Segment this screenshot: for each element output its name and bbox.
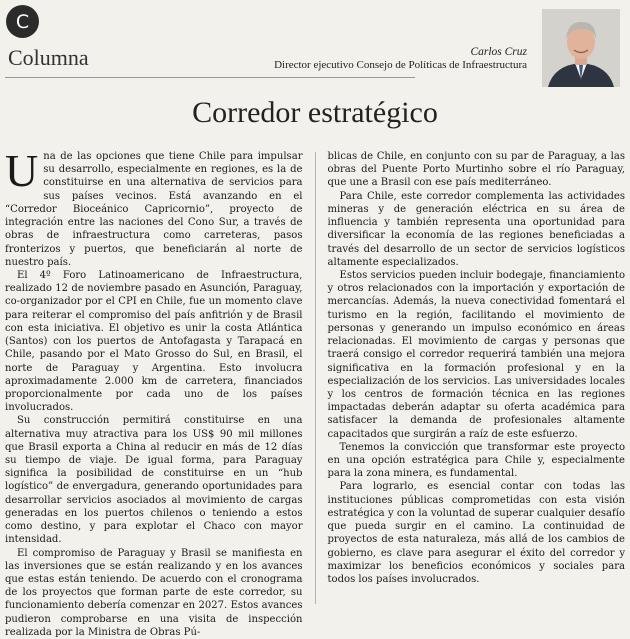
paragraph: Estos servicios pueden incluir bodegaje, financiamiento y otros relacionados con la importación y exportación de mercancías. Además, la nueva conectividad fomentará el turismo en la región, facilitando el movimiento de personas y generando un impulso económico en áreas relacionadas. El movimiento de cargas y personas que traerá consigo el corredor requerirá también una mejora significativa en la formación profesional y en la especialización de los servicios. Las universidades locales y los centros de formación técnica en las regiones impactadas deberán adaptar su oferta académica para satisfacer la demanda de profesionales altamente capacitados que surgirán a raíz de este esfuerzo. [327,269,625,440]
paragraph: El compromiso de Paraguay y Brasil se manifiesta en las inversiones que se están realizando y en los avances que estas están teniendo. De acuerdo con el cronograma de los proyectos que forman parte de este corredor, su funcionamiento debería comenzar en 2027. Estos avances pudieron comprobarse en una visita de inspección realizada por la Ministra de Obras Pú- [5,547,303,638]
article-body [5,145,625,638]
article-column-right [328,150,626,606]
paragraph: Para Chile, este corredor complementa las actividades mineras y de generación eléctrica en su área de influencia y también representa una oportunidad para diversificar la economía de las regiones beneficiadas a través del desarrollo de un sector de servicios logísticos altamente especializados. [327,190,625,268]
author-portrait [542,9,620,87]
paragraph: Tenemos la convicción que transformar este proyecto en una opción estratégica para Chile y, especialmente para la zona minera, es fundamental. [327,441,625,480]
paragraph: blicas de Chile, en conjunto con su par de Paraguay, a las obras del Puente Porto Murtinho sobre el río Paraguay, que une a Brasil con ese país mediterráneo. [327,151,625,189]
article-title: Corredor estratégico [192,96,438,129]
author-role: Director ejecutivo Consejo de Políticas de Infraestructura [274,59,527,71]
section-label: Columna [8,45,89,70]
paragraph: Una de las opciones que tiene Chile para impulsar su desarrollo, especialmente en regiones, es la de constituirse en una alternativa de servicios para sus países vecinos. Está avanzando en el “Corredor Bioceánico Capricornio”, proyecto de integración entre las naciones del Cono Sur, a través de obras de infraestructura como carreteras, pasos fronterizos y puertos, que beneficiarán al norte de nuestro país. [5,145,303,268]
author-portrait-image [542,9,620,87]
section-divider [5,77,415,78]
author-name: Carlos Cruz [470,46,527,58]
paragraph: El 4º Foro Latinoamericano de Infraestructura, realizado 12 de noviembre pasado en Asunción, Paraguay, co-organizador por el CPI en Chile, fue un momento clave para reiterar el compromiso del país anfitrión y de Brasil con esta iniciativa. El objetivo es unir la costa Atlántica (Santos) con los puertos de Antofagasta y Tarapacá en Chile, pasando por el Mato Grosso do Sul, en Brasil, el norte de Paraguay y Argentina. Esto involucra aproximadamente 2.000 km de carretera, financiados proporcionalmente por cada uno de los países involucrados. [5,269,303,414]
paragraph: Para lograrlo, es esencial contar con todas las instituciones públicas comprometidas con esta visión estratégica y con la voluntad de superar cualquier desafío que pueda surgir en el camino. La continuidad de proyectos de esta naturaleza, más allá de los cambios de gobierno, es clave para asegurar el éxito del corredor y maximizar los beneficios económicos y sociales para todos los países involucrados. [327,481,625,585]
column-divider [315,152,316,604]
author-byline [274,46,527,71]
article-column-left [5,145,303,638]
section-badge: C [6,5,39,38]
paragraph: Su construcción permitirá constituirse en una alternativa muy atractiva para los US$ 90 mil millones que Brasil exporta a China al reducir en más de 12 días su tiempo de viaje. De igual forma, para Paraguay significa la posibilidad de constituirse en un “hub logístico” de envergadura, generando oportunidades para desarrollar servicios asociados al movimiento de cargas generadas en los puertos chilenos o teniendo a estos como destino, y para explotar el Chaco con mayor intensidad. [5,415,303,546]
dropcap: U [5,145,39,196]
